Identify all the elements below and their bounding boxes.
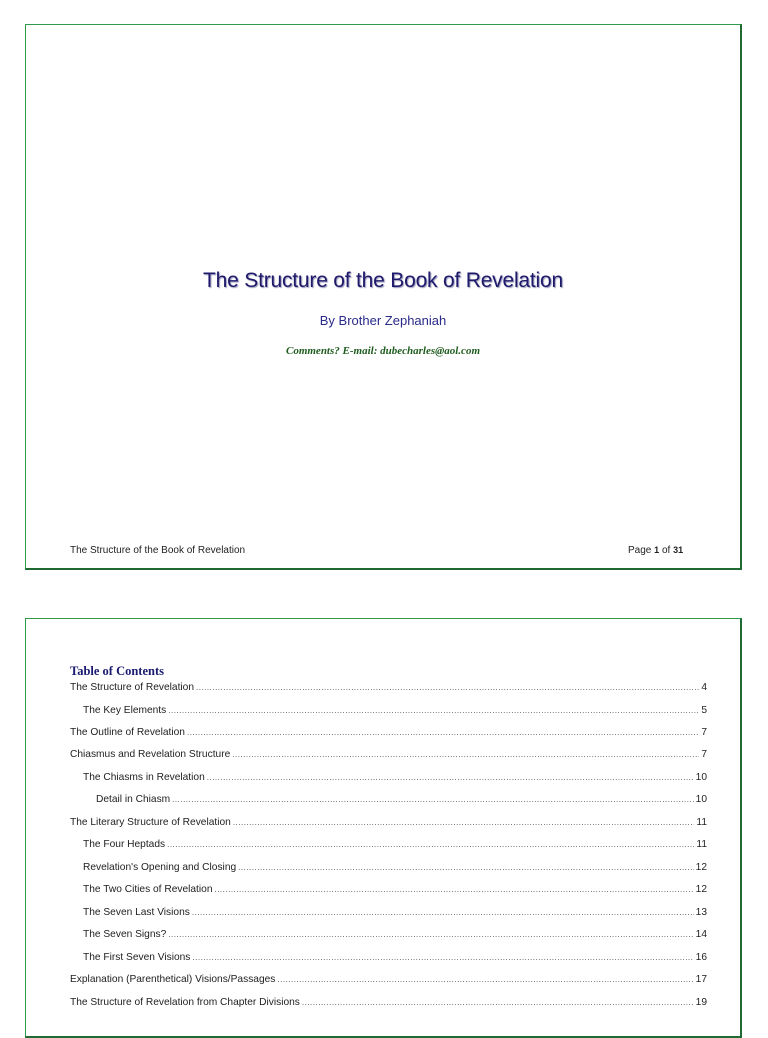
toc-entry-title: The Key Elements: [83, 705, 167, 716]
toc-entry[interactable]: [70, 996, 707, 1010]
page-footer-number: [628, 545, 683, 556]
toc-entry[interactable]: [70, 816, 707, 830]
toc-leader-dots: [238, 861, 694, 875]
toc-entry-title: Revelation's Opening and Closing: [83, 862, 237, 873]
toc-leader-dots: [168, 928, 693, 942]
toc-entry-page: 10: [695, 794, 707, 805]
toc-entry-page: 16: [695, 952, 707, 963]
toc-entry[interactable]: [83, 704, 707, 718]
toc-entry-page: 14: [695, 929, 707, 940]
toc-entry-page: 19: [695, 997, 707, 1008]
toc-entry[interactable]: [83, 771, 707, 785]
toc-entry-title: The Four Heptads: [83, 839, 166, 850]
footer-of-word: of: [661, 545, 671, 556]
toc-entry-page: 11: [696, 839, 707, 850]
toc-entry-title: The First Seven Visions: [83, 952, 191, 963]
toc-heading: Table of Contents: [70, 664, 164, 678]
toc-entry-page: 13: [695, 907, 707, 918]
toc-entry-title: Explanation (Parenthetical) Visions/Passages: [70, 974, 276, 985]
toc-entry[interactable]: [83, 838, 707, 852]
toc-entry[interactable]: [70, 973, 707, 987]
toc-entry-page: 10: [695, 772, 707, 783]
comments-email-line: Comments? E-mail: dubecharles@aol.com: [285, 345, 480, 357]
toc-leader-dots: [302, 996, 694, 1010]
toc-leader-dots: [233, 816, 695, 830]
toc-entry-title: The Chiasms in Revelation: [83, 772, 205, 783]
toc-entry-title: The Two Cities of Revelation: [83, 884, 213, 895]
toc-entry-title: The Literary Structure of Revelation: [70, 817, 231, 828]
toc-entry-title: The Structure of Revelation from Chapter Divisions: [70, 997, 300, 1008]
toc-entry-title: The Structure of Revelation: [70, 682, 195, 693]
document-page-1: [25, 24, 742, 570]
toc-entry-page: 11: [696, 817, 707, 828]
toc-entry-title: Chiasmus and Revelation Structure: [70, 749, 231, 760]
toc-entry[interactable]: [83, 951, 707, 965]
toc-entry[interactable]: [70, 748, 707, 762]
toc-leader-dots: [192, 951, 693, 965]
toc-entry[interactable]: [83, 906, 707, 920]
toc-entry[interactable]: [83, 928, 707, 942]
toc-entry-title: Detail in Chiasm: [96, 794, 171, 805]
toc-entry-page: 12: [695, 862, 707, 873]
toc-entry-title: The Seven Last Visions: [83, 907, 190, 918]
toc-entry-page: 7: [701, 749, 707, 760]
toc-leader-dots: [232, 748, 699, 762]
document-page-2: [25, 618, 742, 1038]
toc-leader-dots: [192, 906, 694, 920]
toc-leader-dots: [196, 681, 699, 695]
document-title: The Structure of the Book of Revelation: [203, 269, 563, 292]
toc-entry[interactable]: [83, 861, 707, 875]
toc-entry[interactable]: [70, 726, 707, 740]
toc-leader-dots: [168, 704, 699, 718]
toc-entry-title: The Seven Signs?: [83, 929, 167, 940]
toc-leader-dots: [214, 883, 693, 897]
toc-leader-dots: [207, 771, 694, 785]
toc-leader-dots: [172, 793, 693, 807]
toc-leader-dots: [277, 973, 693, 987]
footer-page-current: 1: [654, 545, 660, 555]
page-footer-title: The Structure of the Book of Revelation: [70, 545, 246, 556]
toc-entry-page: 7: [701, 727, 707, 738]
toc-entry-page: 17: [695, 974, 707, 985]
document-author: By Brother Zephaniah: [319, 313, 447, 328]
toc-entry-page: 12: [695, 884, 707, 895]
toc-leader-dots: [167, 838, 694, 852]
toc-entry[interactable]: [70, 681, 707, 695]
toc-entry[interactable]: [96, 793, 707, 807]
toc-entry[interactable]: [83, 883, 707, 897]
toc-leader-dots: [187, 726, 699, 740]
footer-page-total: 31: [673, 545, 684, 555]
toc-entry-title: The Outline of Revelation: [70, 727, 185, 738]
footer-page-word: Page: [628, 545, 652, 556]
toc-entry-page: 5: [701, 705, 707, 716]
toc-entry-page: 4: [701, 682, 707, 693]
